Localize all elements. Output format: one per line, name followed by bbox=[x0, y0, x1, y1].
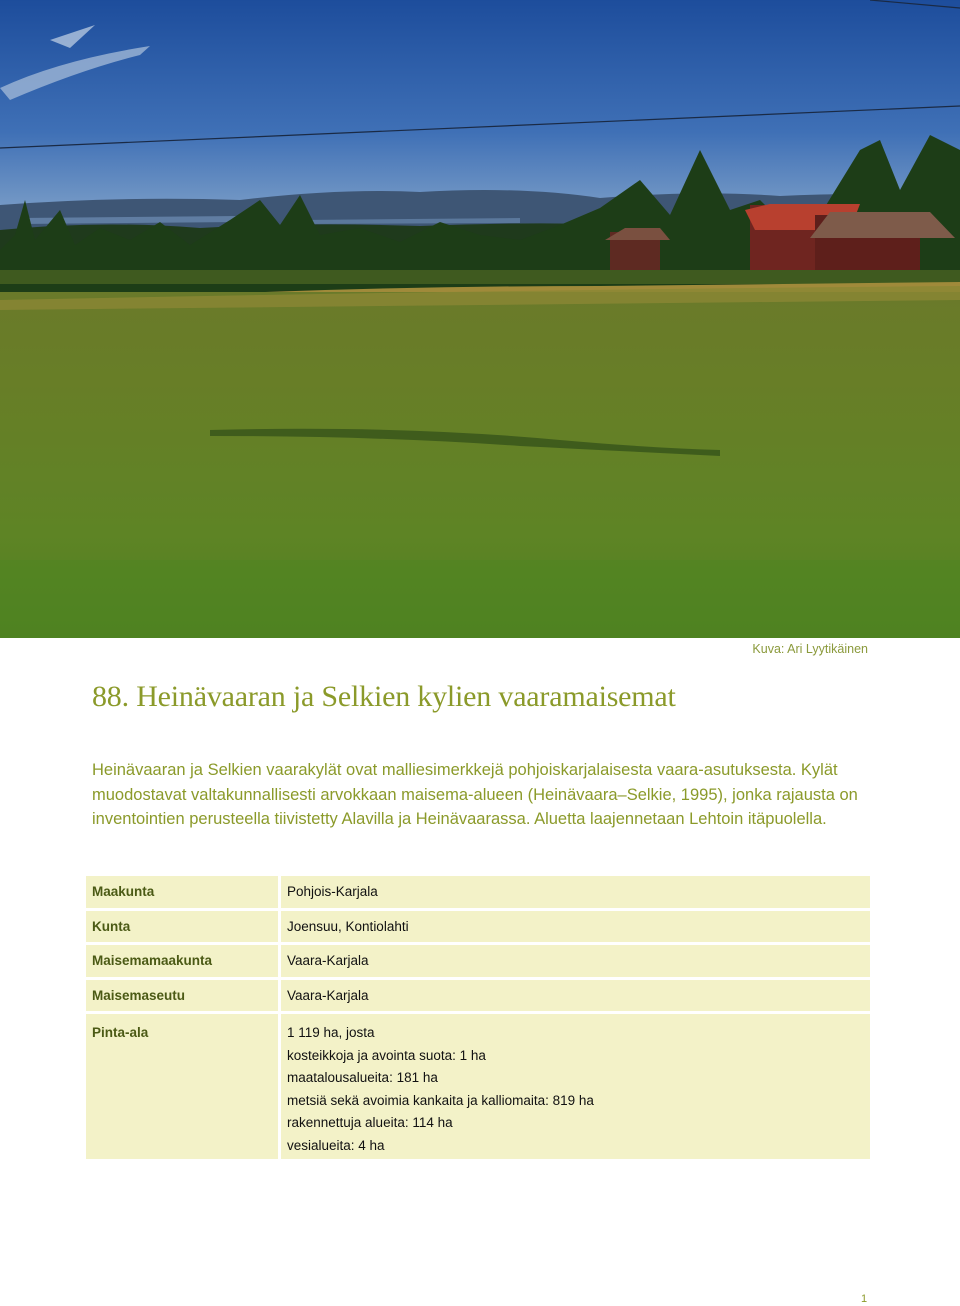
row-value-kunta: Joensuu, Kontiolahti bbox=[281, 911, 870, 946]
area-agriculture: maatalousalueita: 181 ha bbox=[287, 1070, 438, 1085]
landscape-photo bbox=[0, 0, 960, 638]
area-wetlands: kosteikkoja ja avointa suota: 1 ha bbox=[287, 1047, 486, 1063]
photo-credit: Kuva: Ari Lyytikäinen bbox=[752, 642, 868, 656]
row-value-maakunta: Pohjois-Karjala bbox=[281, 876, 870, 911]
row-label-maakunta: Maakunta bbox=[86, 876, 281, 911]
area-water: vesialueita: 4 ha bbox=[287, 1137, 385, 1153]
page-title: 88. Heinävaaran ja Selkien kylien vaaramaisemat bbox=[92, 680, 676, 713]
row-label-maisemamaakunta: Maisemamaakunta bbox=[86, 945, 281, 980]
table-row bbox=[86, 980, 870, 1015]
table-row bbox=[86, 945, 870, 980]
info-table bbox=[86, 876, 870, 1162]
area-total: 1 119 ha, josta bbox=[287, 1025, 375, 1040]
table-row bbox=[86, 1014, 870, 1162]
row-value-maisemaseutu: Vaara-Karjala bbox=[281, 980, 870, 1015]
row-label-maisemaseutu: Maisemaseutu bbox=[86, 980, 281, 1015]
area-forest: metsiä sekä avoimia kankaita ja kalliomaita: 819 ha bbox=[287, 1092, 594, 1108]
row-value-maisemamaakunta: Vaara-Karjala bbox=[281, 945, 870, 980]
row-label-pinta-ala: Pinta-ala bbox=[86, 1014, 281, 1162]
table-row bbox=[86, 876, 870, 911]
row-value-pinta-ala bbox=[281, 1014, 870, 1162]
page-number: 1 bbox=[861, 1293, 868, 1305]
hero-photo bbox=[0, 0, 960, 638]
intro-paragraph: Heinävaaran ja Selkien vaarakylät ovat malliesimerkkejä pohjoiskarjalaisesta vaara-asutuksesta. Kylät muodostavat valtakunnallisesti arvokkaan maisema-alueen (Heinävaara–Selkie, 1995), jonka rajausta on inventointien perusteella tiivistetty Alavilla ja Heinävaarassa. Aluetta laajennetaan Lehtoin itäpuolella. bbox=[92, 761, 858, 828]
row-label-kunta: Kunta bbox=[86, 911, 281, 946]
table-row bbox=[86, 911, 870, 946]
area-built: rakennettuja alueita: 114 ha bbox=[287, 1115, 453, 1130]
